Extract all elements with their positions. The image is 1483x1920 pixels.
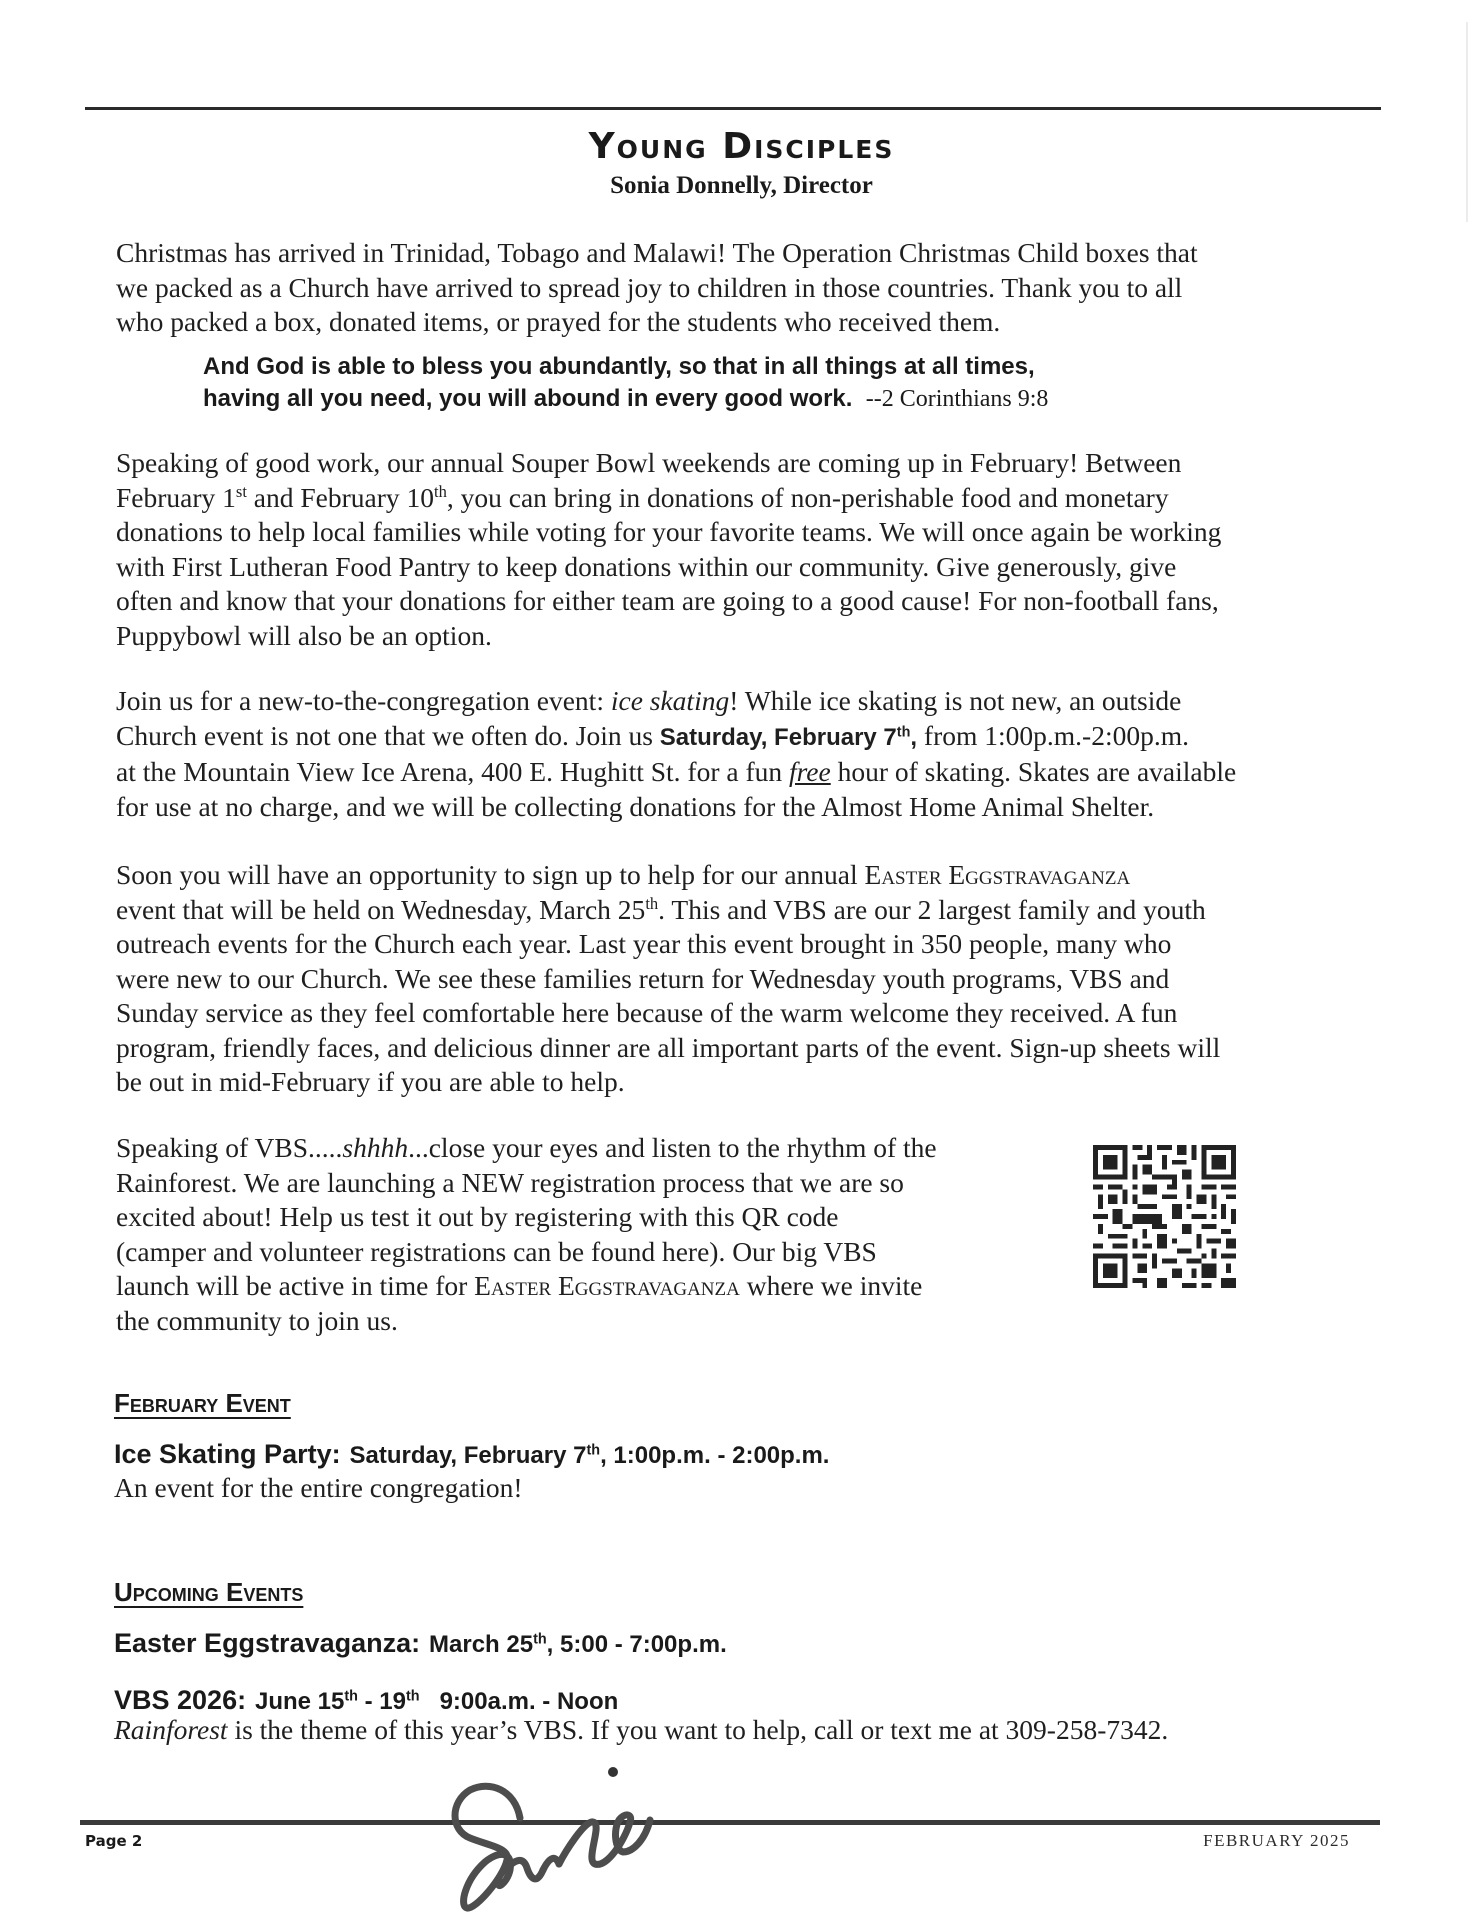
paragraph-easter <box>116 858 1220 1100</box>
event-name-smallcaps: Easter Eggstravaganza <box>474 1270 740 1301</box>
signature <box>445 1760 695 1920</box>
text-line: outreach events for the Church each year. Last year this event brought in 350 people, many who <box>116 928 1172 959</box>
text-run: from 1:00p.m.-2:00p.m. <box>917 719 1189 751</box>
paragraph-christmas <box>116 236 1198 340</box>
text-run: ! While ice skating is not new, an outside <box>729 685 1182 716</box>
page-title: Young Disciples <box>588 126 895 167</box>
page-subtitle: Sonia Donnelly, Director <box>610 172 873 199</box>
event-name: Easter Eggstravaganza: <box>114 1628 421 1658</box>
text-line: Sunday service as they feel comfortable here because of the warm welcome they received. A fun <box>116 997 1178 1028</box>
qr-code-icon[interactable] <box>1093 1143 1236 1290</box>
quote-line <box>203 383 1048 415</box>
vbs-note <box>114 1714 1168 1746</box>
event-detail <box>255 1688 618 1715</box>
superscript: th <box>405 1688 420 1705</box>
text-line: be out in mid-February if you are able to help. <box>116 1066 625 1097</box>
text-line: Puppybowl will also be an option. <box>116 619 492 651</box>
text-run: event that will be held on Wednesday, March 25 <box>116 893 646 925</box>
event-detail <box>349 1442 829 1469</box>
superscript: th <box>645 893 659 913</box>
text-line: Christmas has arrived in Trinidad, Tobago and Malawi! The Operation Christmas Child boxes that <box>116 237 1198 268</box>
text-line: excited about! Help us test it out by registering with this QR code <box>116 1201 839 1232</box>
superscript: th <box>344 1688 358 1705</box>
text-run: Speaking of VBS..... <box>116 1132 343 1163</box>
heading-upcoming-events: Upcoming Events <box>114 1577 304 1607</box>
text-run: is the theme of this year’s VBS. If you want to help, call or text me at 309-258-7342. <box>227 1714 1169 1745</box>
text-line: Speaking of good work, our annual Souper Bowl weekends are coming up in February! Between <box>116 447 1182 478</box>
text-line <box>116 719 1236 756</box>
scripture-quote <box>203 351 1048 415</box>
text-run: , 1:00p.m. - 2:00p.m. <box>600 1442 830 1469</box>
text-line: donations to help local families while voting for your favorite teams. We will once again be working <box>116 516 1222 547</box>
text-run: Join us for a new-to-the-congregation event: <box>116 685 611 716</box>
text-line <box>116 858 1220 893</box>
text-run: - 19 <box>357 1688 406 1715</box>
text-line: for use at no charge, and we will be collecting donations for the Almost Home Animal Shelter. <box>116 790 1155 822</box>
quote-text: having all you need, you will abound in every good work. <box>203 385 853 412</box>
text-run: at the Mountain View Ice Arena, 400 E. Hughitt St. for a fun <box>116 756 789 787</box>
event-vbs <box>114 1685 618 1716</box>
superscript: th <box>586 1442 601 1459</box>
text-line <box>116 755 1236 790</box>
header-rule <box>85 107 1381 110</box>
text-line <box>116 684 1236 719</box>
emphasis-text: free <box>788 756 831 787</box>
text-line: (camper and volunteer registrations can be found here). Our big VBS <box>116 1235 877 1267</box>
footer-rule <box>80 1820 1380 1825</box>
text-run: , <box>910 723 918 751</box>
event-name: Ice Skating Party: <box>114 1439 341 1469</box>
text-line: with First Lutheran Food Pantry to keep donations within our community. Give generously, give <box>116 550 1177 582</box>
text-line <box>116 1131 937 1166</box>
text-run: ...close your eyes and listen to the rhythm of the <box>408 1132 937 1163</box>
text-run: June 15 <box>254 1688 345 1715</box>
event-name-smallcaps: Easter Eggstravaganza <box>864 859 1131 890</box>
event-easter <box>114 1628 727 1659</box>
superscript: st <box>235 481 247 501</box>
text-run: 9:00a.m. - Noon <box>419 1688 619 1715</box>
text-run: Soon you will have an opportunity to sign up to help for our annual <box>116 859 865 890</box>
text-run: Saturday, February 7 <box>659 723 897 751</box>
event-name: VBS 2026: <box>114 1685 247 1715</box>
text-run: , you can bring in donations of non-perishable food and monetary <box>446 481 1169 513</box>
text-line: often and know that your donations for either team are going to a good cause! For non-football fans, <box>116 585 1219 616</box>
bold-date <box>660 724 917 751</box>
superscript: th <box>896 723 911 740</box>
quote-line: And God is able to bless you abundantly, so that in all things at all times, <box>203 353 1035 380</box>
emphasis-text: Rainforest <box>114 1714 228 1745</box>
event-ice-skating <box>114 1439 829 1470</box>
heading-february-event: February Event <box>114 1388 291 1418</box>
text-run: March 25 <box>429 1631 534 1658</box>
emphasis-text: shhhh <box>342 1132 409 1163</box>
text-line <box>116 1269 937 1304</box>
text-run: Church event is not one that we often do. Join us <box>116 719 660 751</box>
event-note: An event for the entire congregation! <box>114 1472 523 1503</box>
event-detail <box>429 1631 727 1658</box>
issue-date: FEBRUARY 2025 <box>1203 1831 1350 1850</box>
text-run: hour of skating. Skates are available <box>830 756 1237 787</box>
text-line <box>116 481 1221 516</box>
paragraph-vbs <box>116 1131 937 1338</box>
text-line <box>116 893 1220 928</box>
text-line: who packed a box, donated items, or prayed for the students who received them. <box>116 306 1001 337</box>
superscript: th <box>434 481 447 501</box>
text-run: where we invite <box>739 1270 923 1301</box>
text-line: the community to join us. <box>116 1304 398 1336</box>
page-number: Page 2 <box>85 1832 143 1850</box>
superscript: th <box>533 1631 547 1648</box>
text-line: we packed as a Church have arrived to spread joy to children in those countries. Thank you to all <box>116 271 1183 303</box>
text-run: , 5:00 - 7:00p.m. <box>546 1631 727 1658</box>
text-run: Saturday, February 7 <box>349 1442 587 1469</box>
text-run: launch will be active in time for <box>116 1270 475 1301</box>
paragraph-souper-bowl <box>116 446 1221 653</box>
quote-reference: --2 Corinthians 9:8 <box>865 386 1049 412</box>
text-line: Rainforest. We are launching a NEW registration process that we are so <box>116 1166 904 1198</box>
text-run: and February 10 <box>246 481 435 513</box>
paragraph-ice-skating <box>116 684 1236 824</box>
emphasis-text: ice skating <box>610 685 730 716</box>
text-line: were new to our Church. We see these families return for Wednesday youth programs, VBS and <box>116 962 1170 994</box>
text-run: February 1 <box>116 481 236 513</box>
text-run: . This and VBS are our 2 largest family and youth <box>658 893 1206 925</box>
text-line: program, friendly faces, and delicious dinner are all important parts of the event. Sign-up sheets will <box>116 1031 1221 1063</box>
